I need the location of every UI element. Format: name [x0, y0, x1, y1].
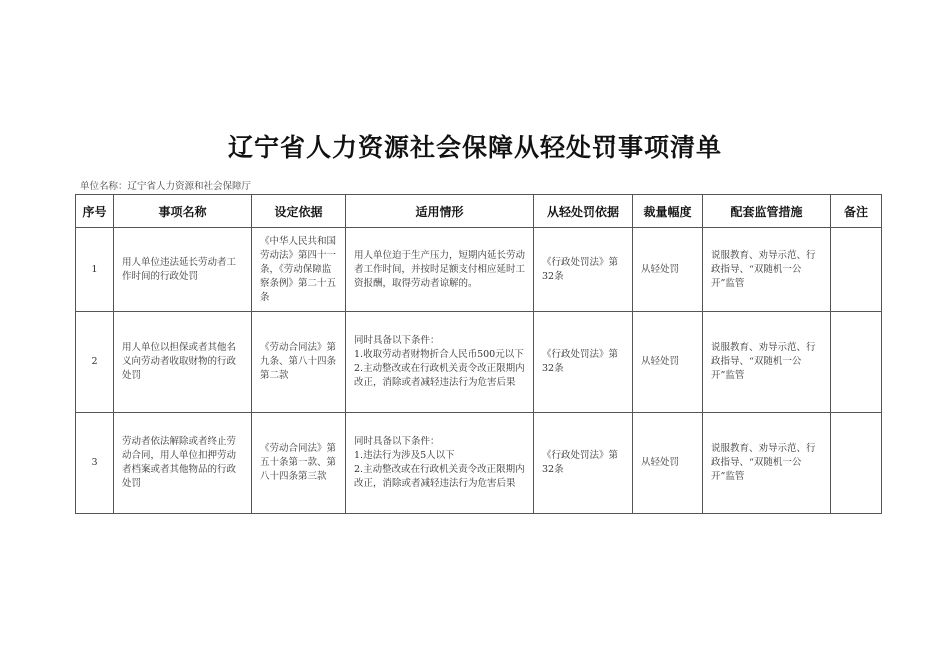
row-situation [346, 228, 534, 312]
row-name: 劳动者依法解除或者终止劳动合同，用人单位扣押劳动者档案或者其他物品的行政处罚 [114, 413, 252, 514]
table-header-row [76, 195, 882, 228]
row-measures: 说服教育、劝导示范、行政指导、“双随机一公开”监管 [703, 312, 831, 413]
row-lenient-basis: 《行政处罚法》第32条 [534, 413, 633, 514]
row-measures: 说服教育、劝导示范、行政指导、“双随机一公开”监管 [703, 413, 831, 514]
header-no: 序号 [76, 195, 114, 228]
situation-line: 1.违法行为涉及5人以下 [354, 450, 455, 461]
header-basis: 设定依据 [252, 195, 346, 228]
header-lenient-basis: 从轻处罚依据 [534, 195, 633, 228]
row-no: 2 [76, 312, 114, 413]
row-note [831, 312, 882, 413]
situation-line: 同时具备以下条件： [354, 436, 440, 447]
unit-label: 单位名称：辽宁省人力资源和社会保障厅 [80, 181, 252, 192]
row-range: 从轻处罚 [633, 413, 703, 514]
page-title: 辽宁省人力资源社会保障从轻处罚事项清单 [227, 133, 722, 162]
penalty-table [75, 194, 882, 514]
row-basis: 《劳动合同法》第五十条第一款、第八十四条第三款 [252, 413, 346, 514]
row-note [831, 228, 882, 312]
situation-line: 2.主动整改或在行政机关责令改正限期内改正，消除或者减轻违法行为危害后果 [354, 363, 525, 388]
table-row [76, 312, 882, 413]
row-situation [346, 312, 534, 413]
row-lenient-basis: 《行政处罚法》第32条 [534, 228, 633, 312]
header-name: 事项名称 [114, 195, 252, 228]
situation-line: 用人单位迫于生产压力，短期内延长劳动者工作时间，并按时足额支付相应延时工资报酬，取得劳动者谅解的。 [354, 249, 526, 289]
situation-line: 同时具备以下条件： [354, 335, 440, 346]
row-range: 从轻处罚 [633, 228, 703, 312]
row-lenient-basis: 《行政处罚法》第32条 [534, 312, 633, 413]
header-situation: 适用情形 [346, 195, 534, 228]
row-range: 从轻处罚 [633, 312, 703, 413]
row-name: 用人单位以担保或者其他名义向劳动者收取财物的行政处罚 [114, 312, 252, 413]
row-no: 1 [76, 228, 114, 312]
header-range: 裁量幅度 [633, 195, 703, 228]
situation-line: 1.收取劳动者财物折合人民币500元以下 [354, 349, 524, 360]
header-measures: 配套监管措施 [703, 195, 831, 228]
situation-line: 2.主动整改或在行政机关责令改正限期内改正，消除或者减轻违法行为危害后果 [354, 464, 525, 489]
row-basis: 《劳动合同法》第九条、第八十四条第二款 [252, 312, 346, 413]
row-no: 3 [76, 413, 114, 514]
row-measures: 说服教育、劝导示范、行政指导、“双随机一公开”监管 [703, 228, 831, 312]
header-note: 备注 [831, 195, 882, 228]
row-name: 用人单位违法延长劳动者工作时间的行政处罚 [114, 228, 252, 312]
row-basis: 《中华人民共和国劳动法》第四十一条，《劳动保障监察条例》第二十五条 [252, 228, 346, 312]
table-row [76, 228, 882, 312]
table-row [76, 413, 882, 514]
row-note [831, 413, 882, 514]
row-situation [346, 413, 534, 514]
